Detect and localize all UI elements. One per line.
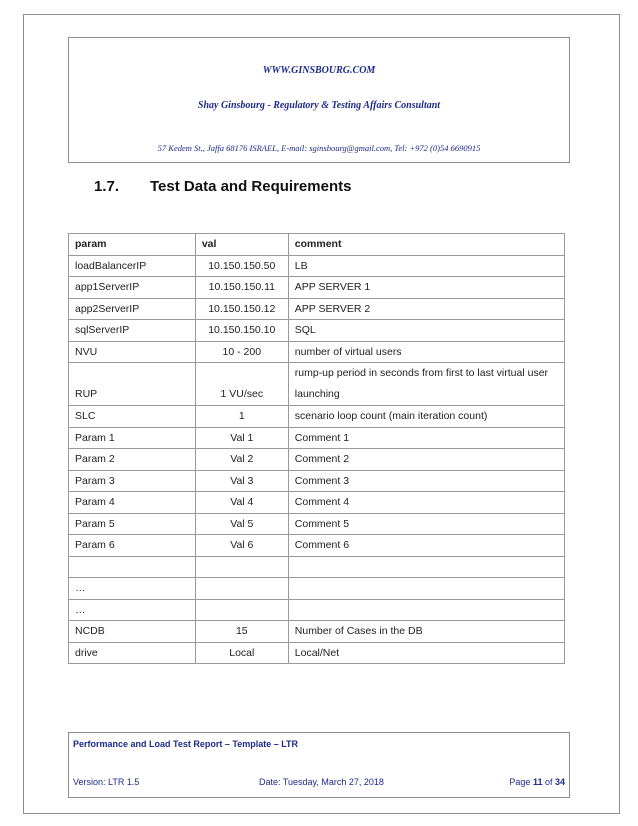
footer-page-current: 11 xyxy=(532,777,543,787)
cell-comment: LB xyxy=(288,255,564,277)
table-row xyxy=(69,341,565,363)
cell-comment: Comment 5 xyxy=(288,513,564,535)
column-header-comment: comment xyxy=(288,234,564,256)
table-row xyxy=(69,427,565,449)
table-row xyxy=(69,406,565,428)
header-address: 57 Kedem St., Jaffa 68176 ISRAEL, E-mail: sginsbourg@gmail.com, Tel: +972 (0)54 6690915 xyxy=(157,143,481,153)
cell-comment: Comment 2 xyxy=(288,449,564,471)
header-website[interactable]: WWW.GINSBOURG.COM xyxy=(262,65,376,76)
table-row xyxy=(69,599,565,621)
section-heading xyxy=(94,178,351,195)
cell-val: Val 5 xyxy=(195,513,288,535)
cell-val: Val 4 xyxy=(195,492,288,514)
cell-param: NCDB xyxy=(69,621,196,643)
table-row xyxy=(69,492,565,514)
table-row xyxy=(69,621,565,643)
table-row-empty xyxy=(69,556,565,578)
footer-page-prefix: Page xyxy=(509,777,533,787)
cell-param: Param 1 xyxy=(69,427,196,449)
cell-comment: Comment 3 xyxy=(288,470,564,492)
footer-page-of: of xyxy=(542,777,555,787)
cell-val: Val 3 xyxy=(195,470,288,492)
cell-val xyxy=(195,578,288,600)
cell-val: 1 xyxy=(195,406,288,428)
cell-val: Local xyxy=(195,642,288,664)
cell-param: RUP xyxy=(69,363,196,406)
cell-param: … xyxy=(69,578,196,600)
cell-comment xyxy=(288,578,564,600)
cell-val xyxy=(195,599,288,621)
cell-param: … xyxy=(69,599,196,621)
cell-comment: number of virtual users xyxy=(288,341,564,363)
table-row xyxy=(69,363,565,406)
cell-comment: scenario loop count (main iteration count) xyxy=(288,406,564,428)
footer-page-total: 34 xyxy=(554,777,565,787)
cell-val: Val 2 xyxy=(195,449,288,471)
test-data-table xyxy=(68,233,565,664)
cell-param: app1ServerIP xyxy=(69,277,196,299)
cell-comment: APP SERVER 1 xyxy=(288,277,564,299)
cell-comment: Comment 6 xyxy=(288,535,564,557)
table-row xyxy=(69,535,565,557)
header-consultant-name: Shay Ginsbourg - Regulatory & Testing Affairs Consultant xyxy=(197,100,441,111)
cell-val: 15 xyxy=(195,621,288,643)
cell-val: 10.150.150.12 xyxy=(195,298,288,320)
section-title: Test Data and Requirements xyxy=(150,178,352,195)
cell-param: Param 3 xyxy=(69,470,196,492)
cell-param: drive xyxy=(69,642,196,664)
table-row xyxy=(69,578,565,600)
cell-comment: APP SERVER 2 xyxy=(288,298,564,320)
table-row xyxy=(69,255,565,277)
column-header-val: val xyxy=(195,234,288,256)
cell-param: Param 2 xyxy=(69,449,196,471)
page-footer xyxy=(68,732,570,798)
cell-param: loadBalancerIP xyxy=(69,255,196,277)
cell-param: sqlServerIP xyxy=(69,320,196,342)
table-row xyxy=(69,642,565,664)
cell-param: Param 6 xyxy=(69,535,196,557)
table-row xyxy=(69,277,565,299)
cell-val: Val 6 xyxy=(195,535,288,557)
cell-val: 10 - 200 xyxy=(195,341,288,363)
cell-comment: Local/Net xyxy=(288,642,564,664)
cell-param: Param 5 xyxy=(69,513,196,535)
table-row xyxy=(69,298,565,320)
table-header-row xyxy=(69,234,565,256)
cell-param: Param 4 xyxy=(69,492,196,514)
footer-version: Version: LTR 1.5 xyxy=(73,777,140,787)
cell-comment: rump-up period in seconds from first to last virtual user launching xyxy=(288,363,564,406)
footer-date: Date: Tuesday, March 27, 2018 xyxy=(259,777,384,787)
cell-param: NVU xyxy=(69,341,196,363)
cell-param: app2ServerIP xyxy=(69,298,196,320)
cell-comment xyxy=(288,556,564,578)
cell-comment: Comment 4 xyxy=(288,492,564,514)
table-row xyxy=(69,449,565,471)
cell-val: 10.150.150.11 xyxy=(195,277,288,299)
footer-page-number xyxy=(509,777,565,787)
cell-comment: Comment 1 xyxy=(288,427,564,449)
table-row xyxy=(69,513,565,535)
cell-val: 1 VU/sec xyxy=(195,363,288,406)
cell-val: 10.150.150.50 xyxy=(195,255,288,277)
cell-comment: Number of Cases in the DB xyxy=(288,621,564,643)
cell-val xyxy=(195,556,288,578)
table-row xyxy=(69,470,565,492)
cell-param xyxy=(69,556,196,578)
column-header-param: param xyxy=(69,234,196,256)
cell-comment xyxy=(288,599,564,621)
cell-val: 10.150.150.10 xyxy=(195,320,288,342)
cell-comment: SQL xyxy=(288,320,564,342)
cell-param: SLC xyxy=(69,406,196,428)
page-header xyxy=(68,37,570,163)
section-number: 1.7. xyxy=(94,178,120,195)
footer-document-title: Performance and Load Test Report – Template – LTR xyxy=(73,739,299,749)
table-row xyxy=(69,320,565,342)
cell-val: Val 1 xyxy=(195,427,288,449)
